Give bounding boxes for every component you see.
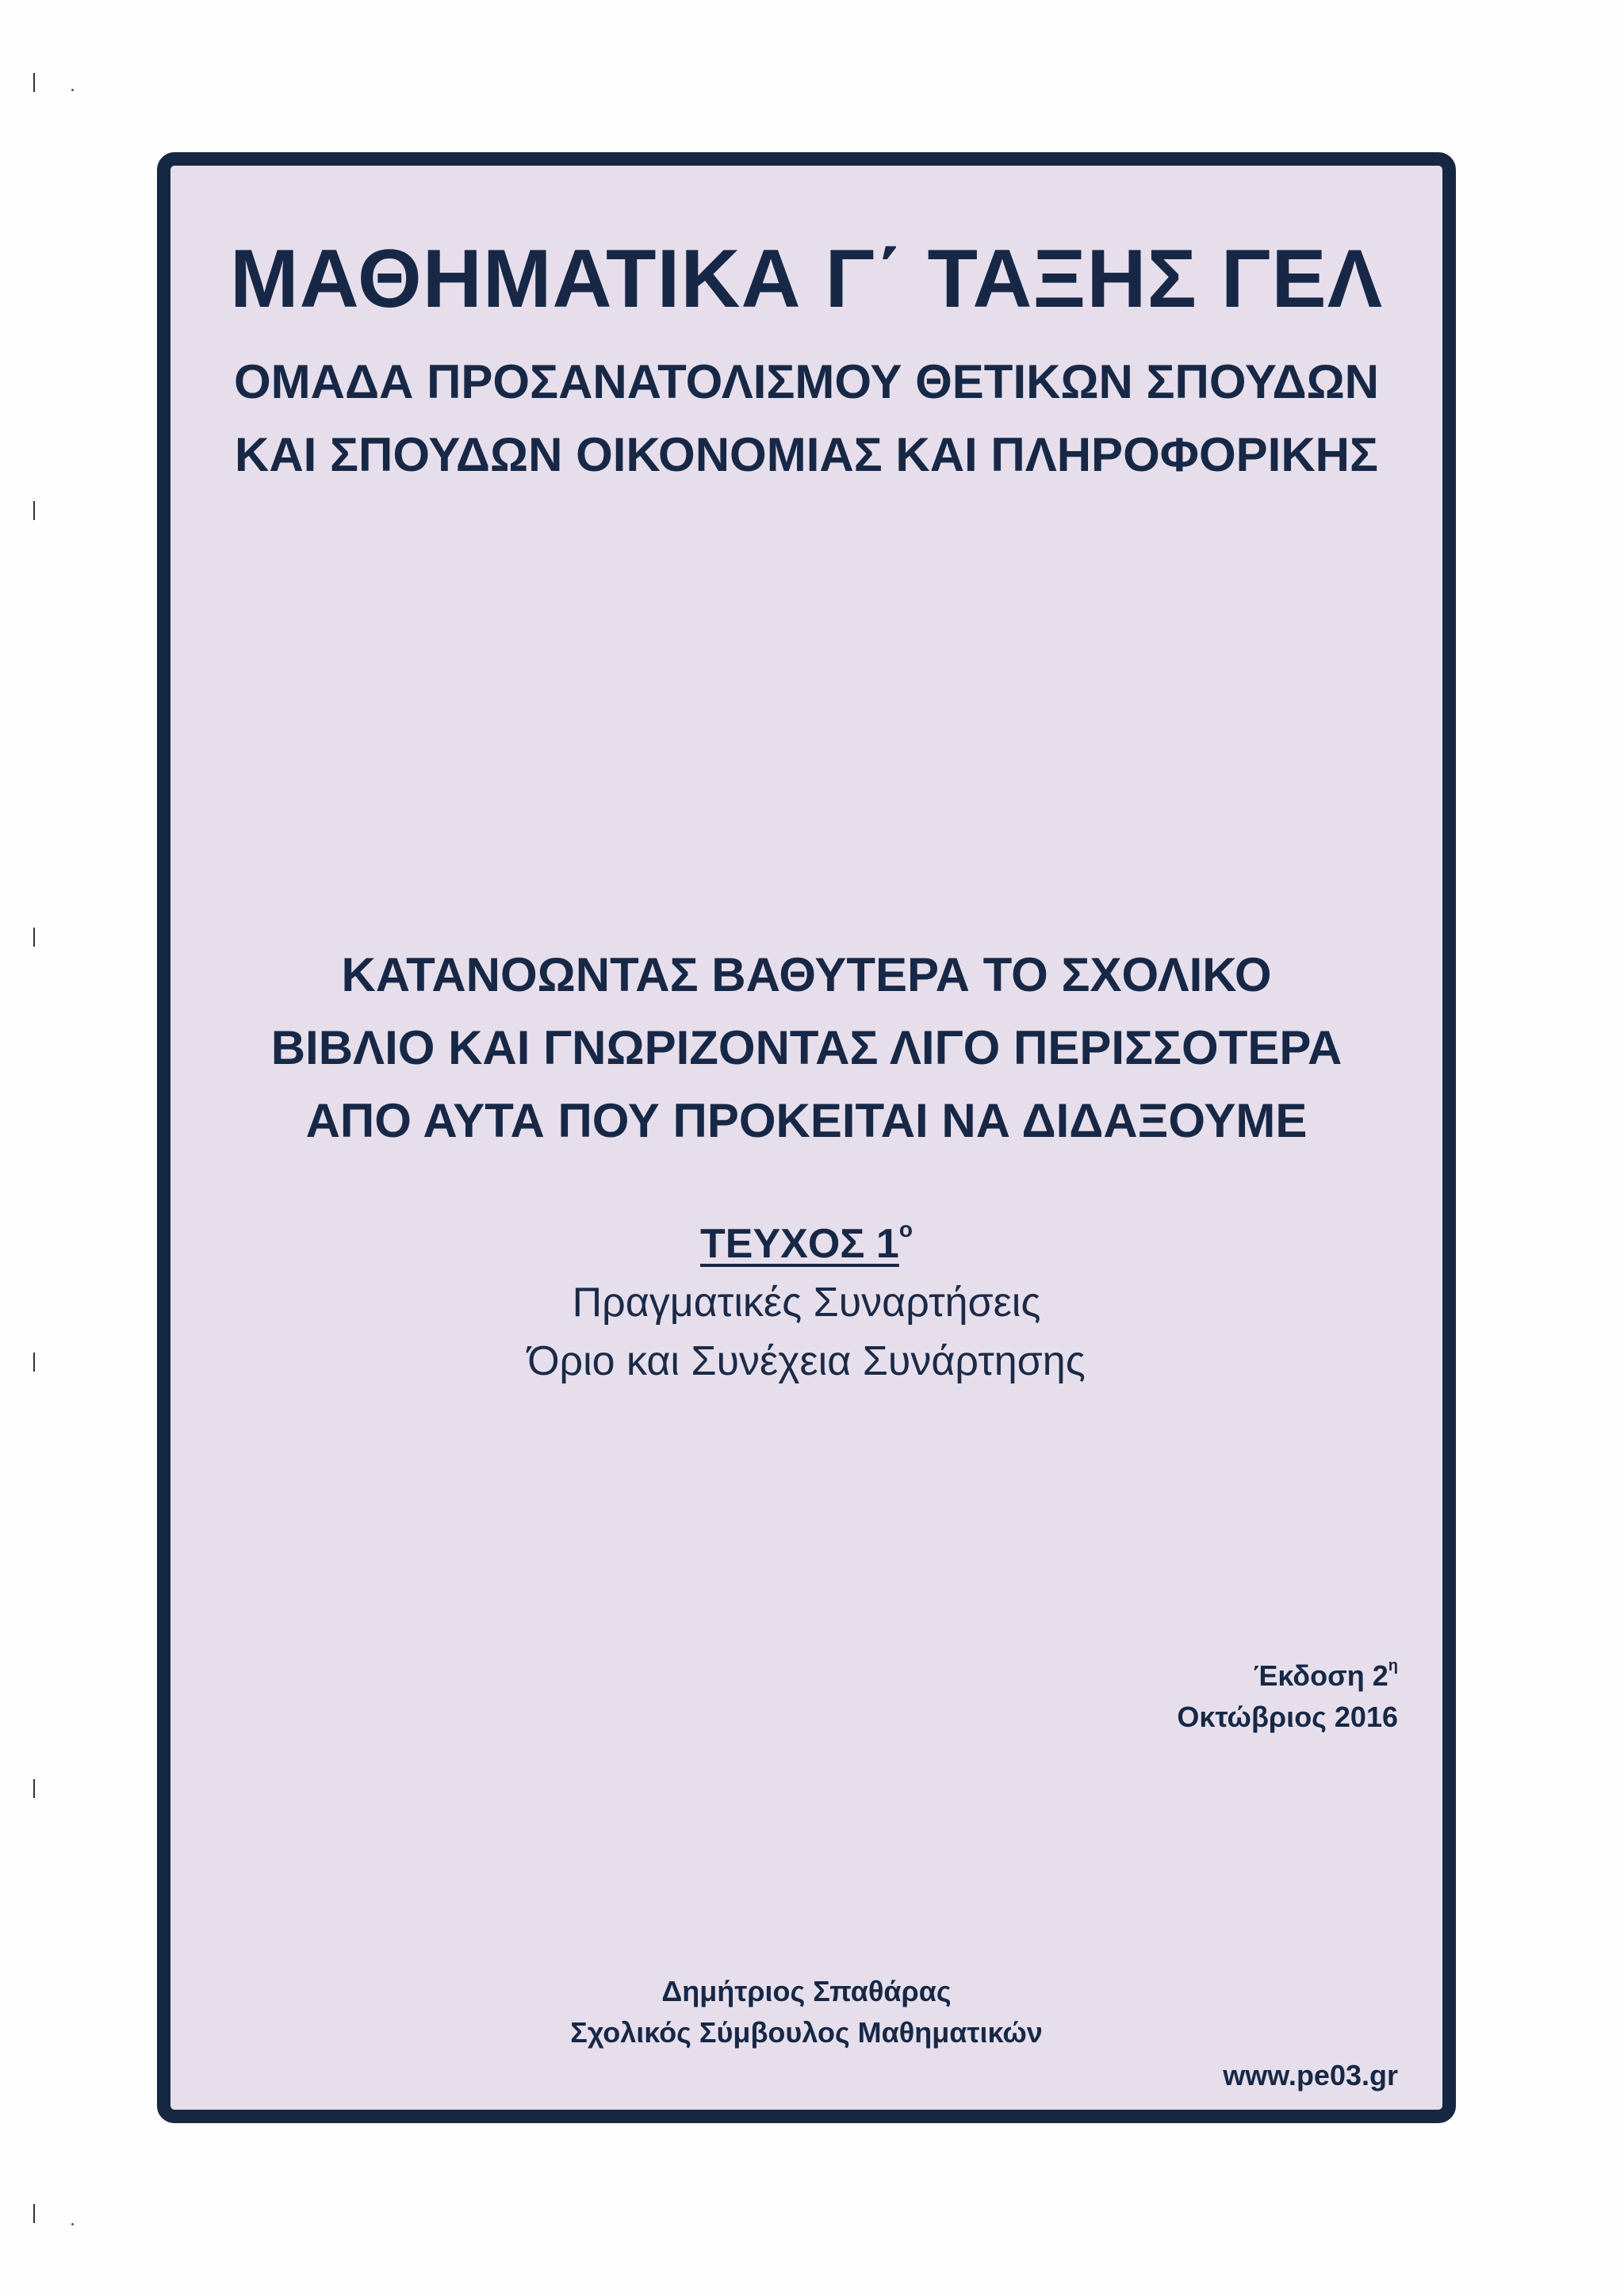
issue-superscript: ο xyxy=(898,1216,913,1242)
subtitle-line-2: ΚΑΙ ΣΠΟΥΔΩΝ ΟΙΚΟΝΟΜΙΑΣ ΚΑΙ ΠΛΗΡΟΦΟΡΙΚΗΣ xyxy=(234,428,1379,481)
chapter-line-1: Πραγματικές Συναρτήσεις xyxy=(572,1280,1041,1326)
edition-line xyxy=(1177,1650,1398,1697)
topic-line-2: ΒΙΒΛΙΟ ΚΑΙ ΓΝΩΡΙΖΟΝΤΑΣ ΛΙΓΟ ΠΕΡΙΣΣΟΤΕΡΑ xyxy=(270,1021,1342,1074)
margin-mark xyxy=(33,501,35,520)
author-role: Σχολικός Σύμβουλος Μαθηματικών xyxy=(570,2016,1043,2049)
edition-label: Έκδοση 2 xyxy=(1253,1659,1388,1692)
edition-block xyxy=(1177,1650,1398,1738)
issue-heading xyxy=(170,1216,1442,1268)
margin-mark xyxy=(33,928,35,947)
margin-dot xyxy=(71,2223,74,2225)
cover-frame xyxy=(157,152,1456,2123)
topic-line-1: ΚΑΤΑΝΟΩΝΤΑΣ ΒΑΘΥΤΕΡΑ ΤΟ ΣΧΟΛΙΚΟ xyxy=(341,948,1272,1001)
author-name: Δημήτριος Σπαθάρας xyxy=(661,1975,952,2007)
subtitle-line-1: ΟΜΑΔΑ ΠΡΟΣΑΝΑΤΟΛΙΣΜΟΥ ΘΕΤΙΚΩΝ ΣΠΟΥΔΩΝ xyxy=(233,355,1380,408)
margin-mark xyxy=(33,2204,35,2223)
margin-dot xyxy=(71,89,74,91)
margin-mark xyxy=(33,1779,35,1798)
cover-title: ΜΑΘΗΜΑΤΙΚΑ Γ΄ ΤΑΞΗΣ ΓΕΛ xyxy=(229,233,1384,325)
edition-superscript: η xyxy=(1388,1657,1398,1674)
topic-line-3: ΑΠΟ ΑΥΤΑ ΠΟΥ ΠΡΟΚΕΙΤΑΙ ΝΑ ΔΙΔΑΞΟΥΜΕ xyxy=(305,1094,1308,1147)
margin-mark xyxy=(33,73,35,92)
chapter-line-2: Όριο και Συνέχεια Συνάρτησης xyxy=(527,1338,1086,1384)
website-link[interactable]: www.pe03.gr xyxy=(1223,2059,1398,2091)
issue-label: ΤΕΥΧΟΣ 1 xyxy=(700,1221,899,1267)
edition-date: Οκτώβριος 2016 xyxy=(1177,1701,1398,1733)
margin-mark xyxy=(33,1353,35,1372)
